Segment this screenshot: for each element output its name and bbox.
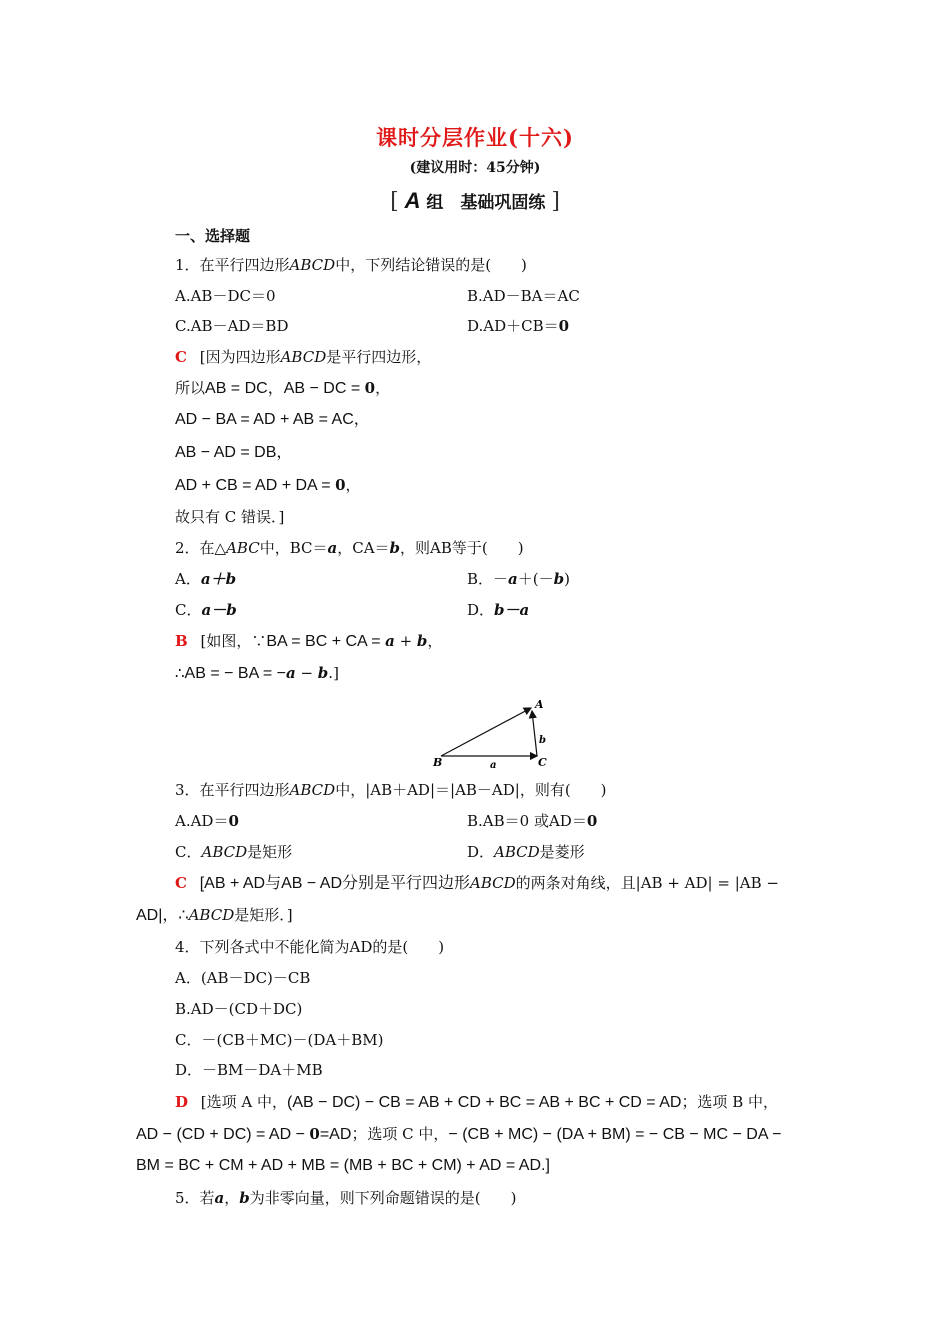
q1-option-d: D.AD＋CB＝0 xyxy=(467,317,570,335)
suggested-time: (建议用时：45分钟) xyxy=(409,160,541,176)
q3-option-d: D．ABCD是菱形 xyxy=(467,843,585,861)
q1-solution-line-3: AD − BA = AD + AB = AC， xyxy=(175,411,370,428)
q2-option-c: C．a－b xyxy=(175,601,237,619)
q3-answer: C xyxy=(175,874,187,892)
q2-option-a: A．a＋b xyxy=(175,570,237,588)
group-label: 组 基础巩固练 xyxy=(426,193,546,213)
q3-option-c: C．ABCD是矩形 xyxy=(175,843,293,861)
point-label-c: C xyxy=(538,756,547,769)
q1-solution-line-1: C [因为四边形ABCD是平行四边形， xyxy=(175,348,432,366)
q1-option-a: A.AB－DC＝0 xyxy=(175,287,276,305)
q4-option-c: C．－(CB＋MC)－(DA＋BM) xyxy=(175,1031,384,1049)
point-label-a: A xyxy=(535,698,544,711)
q3-stem: 3．在平行四边形ABCD中，|AB＋AD|＝|AB－AD|，则有( ) xyxy=(175,781,607,799)
q1-option-c: C.AB－AD＝BD xyxy=(175,317,289,335)
q3-solution-line-1: C [AB + AD与AB − AD分别是平行四边形ABCD的两条对角线，且|AB + AD| = |AB − xyxy=(175,874,779,892)
vector-label-a: a xyxy=(490,760,497,771)
q2-answer: B xyxy=(175,632,188,650)
q1-stem: 1．在平行四边形ABCD中，下列结论错误的是( ) xyxy=(175,256,527,274)
section-heading: 一、选择题 xyxy=(175,227,251,245)
q2-option-b: B．－a＋(－b) xyxy=(467,570,570,588)
q4-solution-line-1: D [选项 A 中，(AB − DC) − CB = AB + CD + BC = AB + BC + CD = AD；选项 B 中， xyxy=(175,1093,778,1111)
page-title: 课时分层作业(十六) xyxy=(376,125,574,150)
right-bracket: ] xyxy=(551,189,560,214)
vector-label-b: b xyxy=(539,735,546,746)
q4-answer: D xyxy=(175,1093,189,1111)
q1-option-b: B.AD－BA＝AC xyxy=(467,287,580,305)
vector-ca-arrow xyxy=(532,711,537,756)
q4-stem: 4．下列各式中不能化简为AD的是( ) xyxy=(175,938,445,956)
vector-ba-arrow xyxy=(441,708,531,756)
q2-solution-line-1: B [如图，∵BA = BC + CA = a + b， xyxy=(175,632,443,650)
q4-option-b: B.AD－(CD＋DC) xyxy=(175,1000,303,1018)
q3-option-b: B.AB＝0 或AD＝0 xyxy=(467,812,598,830)
group-banner xyxy=(0,188,950,214)
q3-solution-line-2: AD|，∴ABCD是矩形．] xyxy=(136,906,293,924)
q1-solution-line-6: 故只有 C 错误．] xyxy=(175,508,285,526)
q4-option-a: A．(AB－DC)－CB xyxy=(175,969,311,987)
q4-solution-line-2: AD − (CD + DC) = AD − 0=AD；选项 C 中，− (CB + MC) − (DA + BM) = − CB − MC − DA − xyxy=(136,1125,782,1143)
group-letter: A xyxy=(404,188,421,213)
q5-stem: 5．若a，b为非零向量，则下列命题错误的是( ) xyxy=(175,1189,517,1207)
point-label-b: B xyxy=(433,756,443,769)
q1-solution-line-5: AD + CB = AD + DA = 0， xyxy=(175,476,361,494)
left-bracket: [ xyxy=(390,189,399,214)
q1-solution-line-4: AB − AD = DB， xyxy=(175,444,293,461)
q1-answer: C xyxy=(175,348,187,366)
q4-solution-line-3: BM = BC + CM + AD + MB = (MB + BC + CM) + AD = AD.] xyxy=(136,1157,550,1174)
q1-solution-line-2: 所以AB = DC，AB − DC = 0， xyxy=(175,379,391,397)
q2-option-d: D．b－a xyxy=(467,601,530,619)
q2-solution-line-2: ∴AB = − BA = −a − b.] xyxy=(175,664,339,682)
q4-option-d: D．－BM－DA＋MB xyxy=(175,1061,323,1079)
q3-option-a: A.AD＝0 xyxy=(175,812,239,830)
triangle-figure xyxy=(425,692,565,774)
q2-stem: 2．在△ABC中，BC＝a，CA＝b，则AB等于( ) xyxy=(175,539,524,557)
